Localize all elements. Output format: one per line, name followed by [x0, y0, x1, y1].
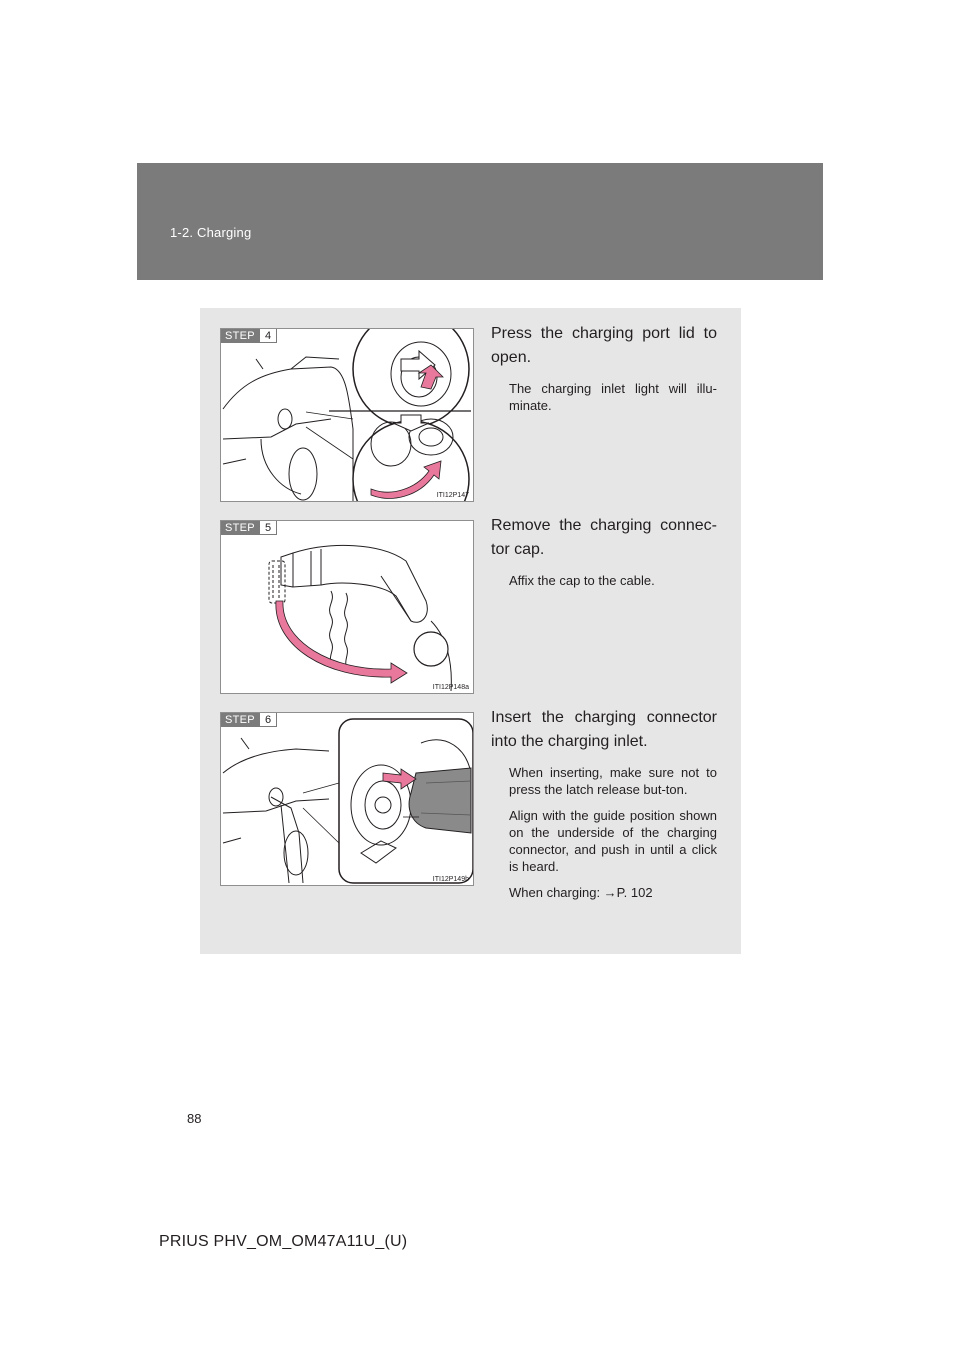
step-number: 5 — [259, 521, 277, 535]
step-word: STEP — [221, 713, 259, 727]
page-reference[interactable]: When charging: →P. 102 — [509, 885, 653, 900]
charging-port-lid-illustration — [221, 329, 474, 502]
step-6-text — [491, 706, 717, 901]
figure-code: ITI12P149b — [432, 876, 469, 883]
step-4-figure — [220, 328, 474, 502]
step-5-figure — [220, 520, 474, 694]
step-heading: Remove the charging connec-tor cap. — [491, 517, 717, 558]
page-header-band — [137, 163, 823, 280]
step-word: STEP — [221, 521, 259, 535]
step-number: 6 — [259, 713, 277, 727]
connector-insertion-illustration — [221, 713, 474, 886]
step-number: 4 — [259, 329, 277, 343]
figure-code: ITI12P148a — [432, 684, 469, 691]
step-5-text — [491, 514, 717, 589]
page-number: 88 — [187, 1111, 202, 1126]
step-note: Affix the cap to the cable. — [509, 573, 655, 588]
footer-model-code: PRIUS PHV_OM_OM47A11U_(U) — [159, 1233, 408, 1250]
section-title: 1-2. Charging — [170, 225, 252, 240]
step-note: When inserting, make sure not to press the latch release but-ton. — [509, 765, 717, 797]
step-4-label — [221, 329, 277, 343]
step-word: STEP — [221, 329, 259, 343]
step-heading: Press the charging port lid to open. — [491, 325, 717, 366]
step-4-text — [491, 322, 717, 414]
step-heading: Insert the charging connector into the charging inlet. — [491, 709, 717, 750]
connector-cap-illustration — [221, 521, 474, 694]
step-5-label — [221, 521, 277, 535]
figure-code: ITI12P147 — [436, 492, 469, 499]
step-6-label — [221, 713, 277, 727]
step-note: Align with the guide position shown on the underside of the charging connector, and push in until a click is heard. — [509, 808, 717, 874]
step-note: The charging inlet light will illu-minate. — [509, 381, 717, 413]
step-6-figure — [220, 712, 474, 886]
